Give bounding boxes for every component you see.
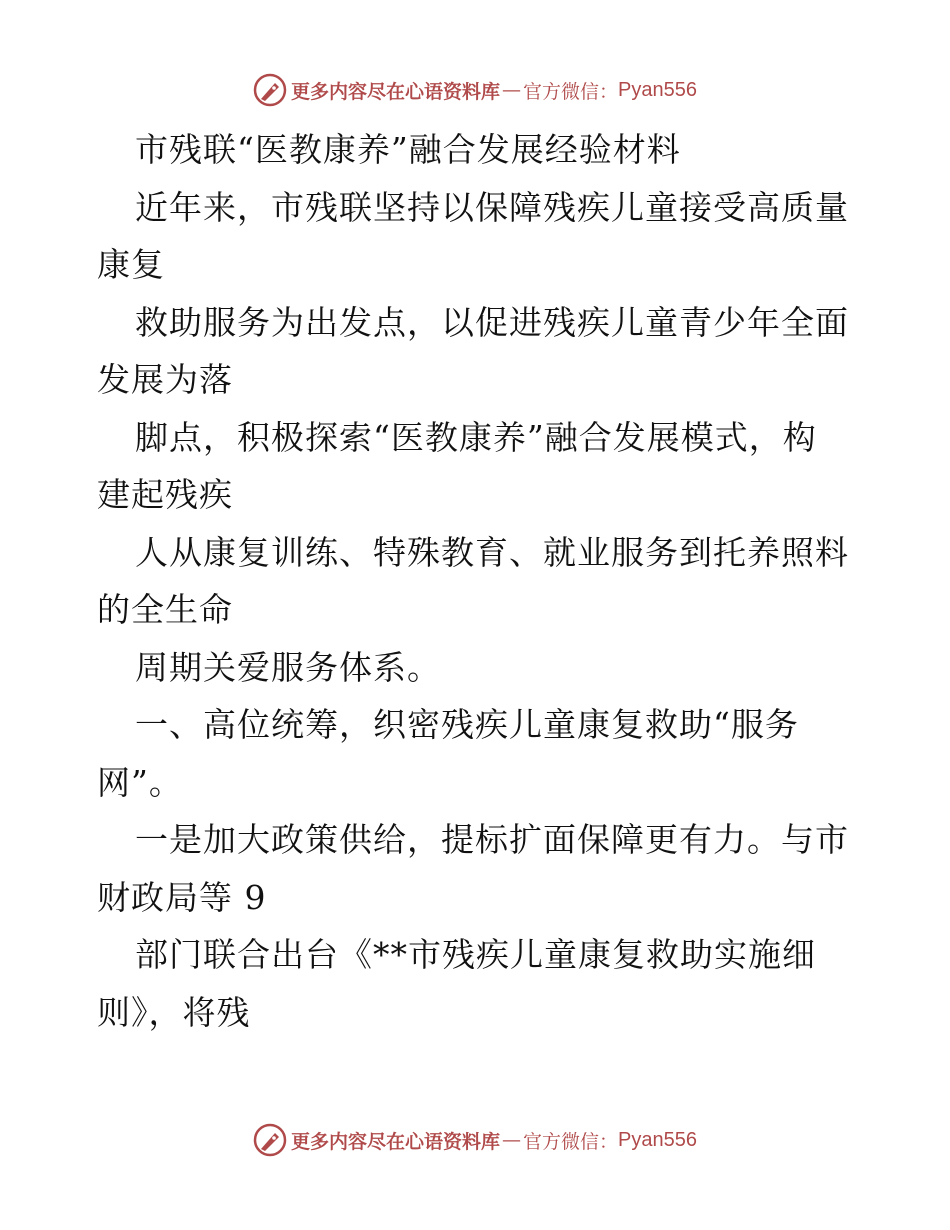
- paragraph-line: 建起残疾: [97, 475, 233, 514]
- paragraph-line: 一是加大政策供给，提标扩面保障更有力。与市: [135, 820, 849, 859]
- header-banner-separator: —: [502, 79, 522, 101]
- footer-banner-content: [253, 1123, 697, 1157]
- section-heading-line: 网”。: [97, 762, 183, 802]
- document-body: [97, 121, 857, 1041]
- header-banner: [0, 70, 950, 110]
- document-title: 市残联“医教康养”融合发展经验材料: [135, 130, 681, 169]
- paragraph-line: 部门联合出台《**市残疾儿童康复救助实施细: [135, 935, 816, 974]
- paragraph-line: 的全生命: [97, 590, 233, 629]
- footer-banner-wechat-id: Pyan556: [618, 1128, 697, 1151]
- section-heading-line: 一、高位统筹，织密残疾儿童康复救助“服务: [135, 705, 799, 744]
- pen-nib-logo-icon: [253, 1123, 287, 1157]
- header-banner-wechat-id: Pyan556: [618, 78, 697, 101]
- footer-banner: [0, 1120, 950, 1160]
- pen-nib-logo-icon: [253, 73, 287, 107]
- paragraph-line: 救助服务为出发点，以促进残疾儿童青少年全面: [135, 302, 849, 342]
- header-banner-title: 更多内容尽在心语资料库: [291, 80, 501, 103]
- footer-banner-title: 更多内容尽在心语资料库: [291, 1130, 501, 1153]
- paragraph-line: 则》，将残: [97, 992, 251, 1032]
- header-banner-content: [253, 73, 697, 107]
- paragraph-line: 财政局等 9: [97, 877, 267, 917]
- paragraph-line: 周期关爱服务体系。: [135, 647, 441, 687]
- header-banner-wechat-label: 官方微信：: [523, 80, 619, 103]
- footer-banner-wechat-label: 官方微信：: [523, 1130, 619, 1153]
- paragraph-line: 康复: [97, 245, 165, 284]
- paragraph-line: 人从康复训练、特殊教育、就业服务到托养照料: [135, 532, 849, 572]
- paragraph-line: 发展为落: [97, 360, 233, 399]
- paragraph-line: 脚点，积极探索“医教康养”融合发展模式，构: [135, 417, 817, 457]
- footer-banner-separator: —: [502, 1129, 522, 1151]
- paragraph-line: 近年来，市残联坚持以保障残疾儿童接受高质量: [135, 187, 849, 227]
